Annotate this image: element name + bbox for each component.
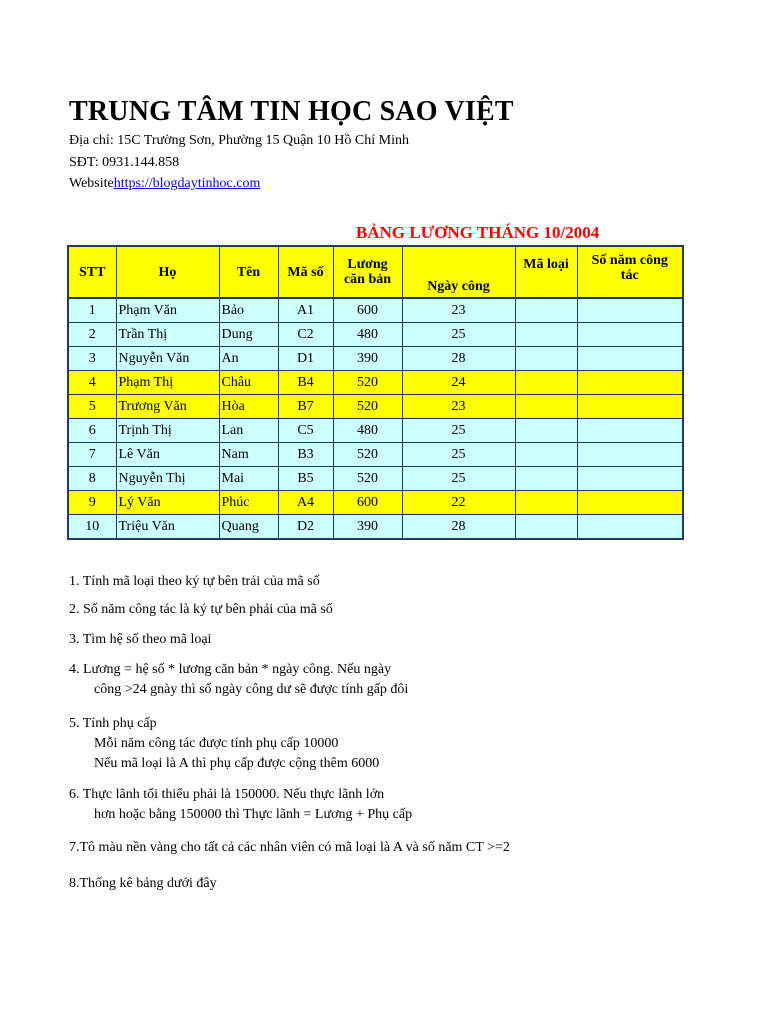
- cell-ngaycong[interactable]: 24: [402, 371, 515, 395]
- instruction-line: Mỗi năm công tác được tính phụ cấp 10000: [94, 736, 339, 751]
- salary-table: [67, 245, 684, 540]
- cell-maloai[interactable]: [515, 491, 577, 515]
- cell-ngaycong[interactable]: 25: [402, 443, 515, 467]
- website-label: Website: [69, 176, 114, 191]
- instruction-line: 8.Thống kê bảng dưới đây: [69, 876, 217, 891]
- cell-ten[interactable]: Mai: [219, 467, 278, 491]
- header-luong: [333, 246, 402, 298]
- cell-ngaycong[interactable]: 25: [402, 323, 515, 347]
- instruction-item: [69, 838, 510, 858]
- cell-sonam[interactable]: [577, 323, 683, 347]
- cell-maloai[interactable]: [515, 371, 577, 395]
- cell-ngaycong[interactable]: 28: [402, 347, 515, 371]
- cell-ho[interactable]: Nguyễn Thị: [116, 467, 219, 491]
- cell-maloai[interactable]: [515, 443, 577, 467]
- cell-maso[interactable]: B4: [278, 371, 333, 395]
- instruction-item: [69, 874, 217, 894]
- cell-ten[interactable]: Nam: [219, 443, 278, 467]
- cell-maso[interactable]: B3: [278, 443, 333, 467]
- cell-stt[interactable]: 6: [68, 419, 116, 443]
- header-ho: Họ: [116, 246, 219, 298]
- instruction-line: Nếu mã loại là A thì phụ cấp được cộng thêm 6000: [94, 756, 380, 771]
- cell-luong[interactable]: 480: [333, 419, 402, 443]
- cell-sonam[interactable]: [577, 491, 683, 515]
- website-link[interactable]: https://blogdaytinhoc.com: [113, 176, 261, 191]
- cell-ngaycong[interactable]: 23: [402, 395, 515, 419]
- phone-text: SĐT: 0931.144.858: [69, 155, 180, 170]
- cell-ho[interactable]: Nguyễn Văn: [116, 347, 219, 371]
- cell-ten[interactable]: Hòa: [219, 395, 278, 419]
- cell-ten[interactable]: Dung: [219, 323, 278, 347]
- cell-luong[interactable]: 520: [333, 395, 402, 419]
- instruction-line: 3. Tìm hệ số theo mã loại: [69, 632, 212, 647]
- cell-sonam[interactable]: [577, 395, 683, 419]
- header-luong-line1: Lương: [347, 257, 388, 272]
- cell-stt[interactable]: 5: [68, 395, 116, 419]
- instruction-line: 7.Tô màu nền vàng cho tất cả các nhân viên có mã loại là A và số năm CT >=2: [69, 840, 510, 855]
- cell-ngaycong[interactable]: 28: [402, 515, 515, 540]
- cell-sonam[interactable]: [577, 467, 683, 491]
- cell-ho[interactable]: Lý Văn: [116, 491, 219, 515]
- table-row: [68, 515, 683, 540]
- instruction-item: [69, 600, 333, 620]
- instruction-line: 4. Lương = hệ số * lương căn bản * ngày công. Nếu ngày: [69, 662, 392, 677]
- cell-ho[interactable]: Trương Văn: [116, 395, 219, 419]
- cell-luong[interactable]: 520: [333, 443, 402, 467]
- table-row: [68, 371, 683, 395]
- cell-sonam[interactable]: [577, 443, 683, 467]
- cell-ngaycong[interactable]: 25: [402, 419, 515, 443]
- table-row: [68, 443, 683, 467]
- cell-ho[interactable]: Phạm Thị: [116, 371, 219, 395]
- cell-luong[interactable]: 520: [333, 371, 402, 395]
- cell-maso[interactable]: A1: [278, 298, 333, 323]
- cell-ten[interactable]: Phúc: [219, 491, 278, 515]
- cell-sonam[interactable]: [577, 371, 683, 395]
- cell-stt[interactable]: 7: [68, 443, 116, 467]
- instruction-item: [69, 630, 211, 650]
- cell-luong[interactable]: 390: [333, 347, 402, 371]
- cell-stt[interactable]: 1: [68, 298, 116, 323]
- cell-luong[interactable]: 600: [333, 491, 402, 515]
- cell-luong[interactable]: 520: [333, 467, 402, 491]
- header-sonam: [577, 246, 683, 298]
- cell-ten[interactable]: Châu: [219, 371, 278, 395]
- cell-maloai[interactable]: [515, 347, 577, 371]
- cell-maloai[interactable]: [515, 298, 577, 323]
- page-title: TRUNG TÂM TIN HỌC SAO VIỆT: [69, 96, 514, 127]
- cell-luong[interactable]: 600: [333, 298, 402, 323]
- cell-ho[interactable]: Phạm Văn: [116, 298, 219, 323]
- cell-stt[interactable]: 10: [68, 515, 116, 540]
- cell-ten[interactable]: Quang: [219, 515, 278, 540]
- instruction-line: 6. Thực lãnh tối thiểu phải là 150000. Nếu thực lãnh lớn: [69, 787, 385, 802]
- cell-maso[interactable]: C2: [278, 323, 333, 347]
- instruction-line: hơn hoặc bằng 150000 thì Thực lãnh = Lương + Phụ cấp: [94, 807, 413, 822]
- cell-ten[interactable]: Lan: [219, 419, 278, 443]
- instruction-line: 2. Số năm công tác là ký tự bên phải của mã số: [69, 602, 333, 617]
- cell-stt[interactable]: 8: [68, 467, 116, 491]
- header-sonam-line2: tác: [620, 268, 639, 283]
- cell-maso[interactable]: D2: [278, 515, 333, 540]
- header-maso: Mã số: [278, 246, 333, 298]
- header-ngaycong: Ngày công: [402, 246, 515, 298]
- cell-ten[interactable]: An: [219, 347, 278, 371]
- cell-ho[interactable]: Trần Thị: [116, 323, 219, 347]
- cell-luong[interactable]: 390: [333, 515, 402, 540]
- table-header-row: [68, 246, 683, 298]
- cell-ho[interactable]: Lê Văn: [116, 443, 219, 467]
- cell-maso[interactable]: D1: [278, 347, 333, 371]
- cell-stt[interactable]: 9: [68, 491, 116, 515]
- table-row: [68, 347, 683, 371]
- website-line: [69, 176, 260, 192]
- cell-maloai[interactable]: [515, 467, 577, 491]
- table-row: [68, 323, 683, 347]
- table-row: [68, 467, 683, 491]
- table-row: [68, 419, 683, 443]
- instruction-item: [69, 572, 320, 592]
- cell-ngaycong[interactable]: 25: [402, 467, 515, 491]
- cell-luong[interactable]: 480: [333, 323, 402, 347]
- cell-stt[interactable]: 4: [68, 371, 116, 395]
- cell-maso[interactable]: C5: [278, 419, 333, 443]
- cell-ngaycong[interactable]: 22: [402, 491, 515, 515]
- cell-maso[interactable]: B7: [278, 395, 333, 419]
- cell-maso[interactable]: B5: [278, 467, 333, 491]
- table-title: BẢNG LƯƠNG THÁNG 10/2004: [356, 223, 600, 242]
- cell-stt[interactable]: 2: [68, 323, 116, 347]
- cell-maso[interactable]: A4: [278, 491, 333, 515]
- header-luong-line2: căn bản: [343, 272, 392, 287]
- cell-stt[interactable]: 3: [68, 347, 116, 371]
- cell-sonam[interactable]: [577, 347, 683, 371]
- header-stt: STT: [68, 246, 116, 298]
- instruction-line: 1. Tính mã loại theo ký tự bên trái của mã số: [69, 574, 320, 589]
- table-row: [68, 491, 683, 515]
- cell-maloai[interactable]: [515, 515, 577, 540]
- header-ten: Tên: [219, 246, 278, 298]
- cell-maloai[interactable]: [515, 419, 577, 443]
- cell-sonam[interactable]: [577, 298, 683, 323]
- instruction-item: [69, 785, 412, 825]
- instruction-item: [69, 714, 379, 774]
- header-maloai: Mã loại: [515, 246, 577, 298]
- address-text: Địa chỉ: 15C Trường Sơn, Phường 15 Quận 10 Hồ Chí Minh: [69, 133, 409, 148]
- header-sonam-line1: Số năm công: [591, 253, 668, 268]
- table-row: [68, 298, 683, 323]
- cell-maloai[interactable]: [515, 323, 577, 347]
- cell-ten[interactable]: Bảo: [219, 298, 278, 323]
- instruction-line: công >24 gnày thì số ngày công dư sẽ được tính gấp đôi: [94, 682, 409, 697]
- table-row: [68, 395, 683, 419]
- cell-sonam[interactable]: [577, 419, 683, 443]
- cell-sonam[interactable]: [577, 515, 683, 540]
- instruction-line: 5. Tính phụ cấp: [69, 716, 157, 731]
- cell-ngaycong[interactable]: 23: [402, 298, 515, 323]
- cell-ho[interactable]: Triệu Văn: [116, 515, 219, 540]
- instruction-item: [69, 660, 408, 700]
- table-body: [68, 298, 683, 539]
- cell-maloai[interactable]: [515, 395, 577, 419]
- cell-ho[interactable]: Trịnh Thị: [116, 419, 219, 443]
